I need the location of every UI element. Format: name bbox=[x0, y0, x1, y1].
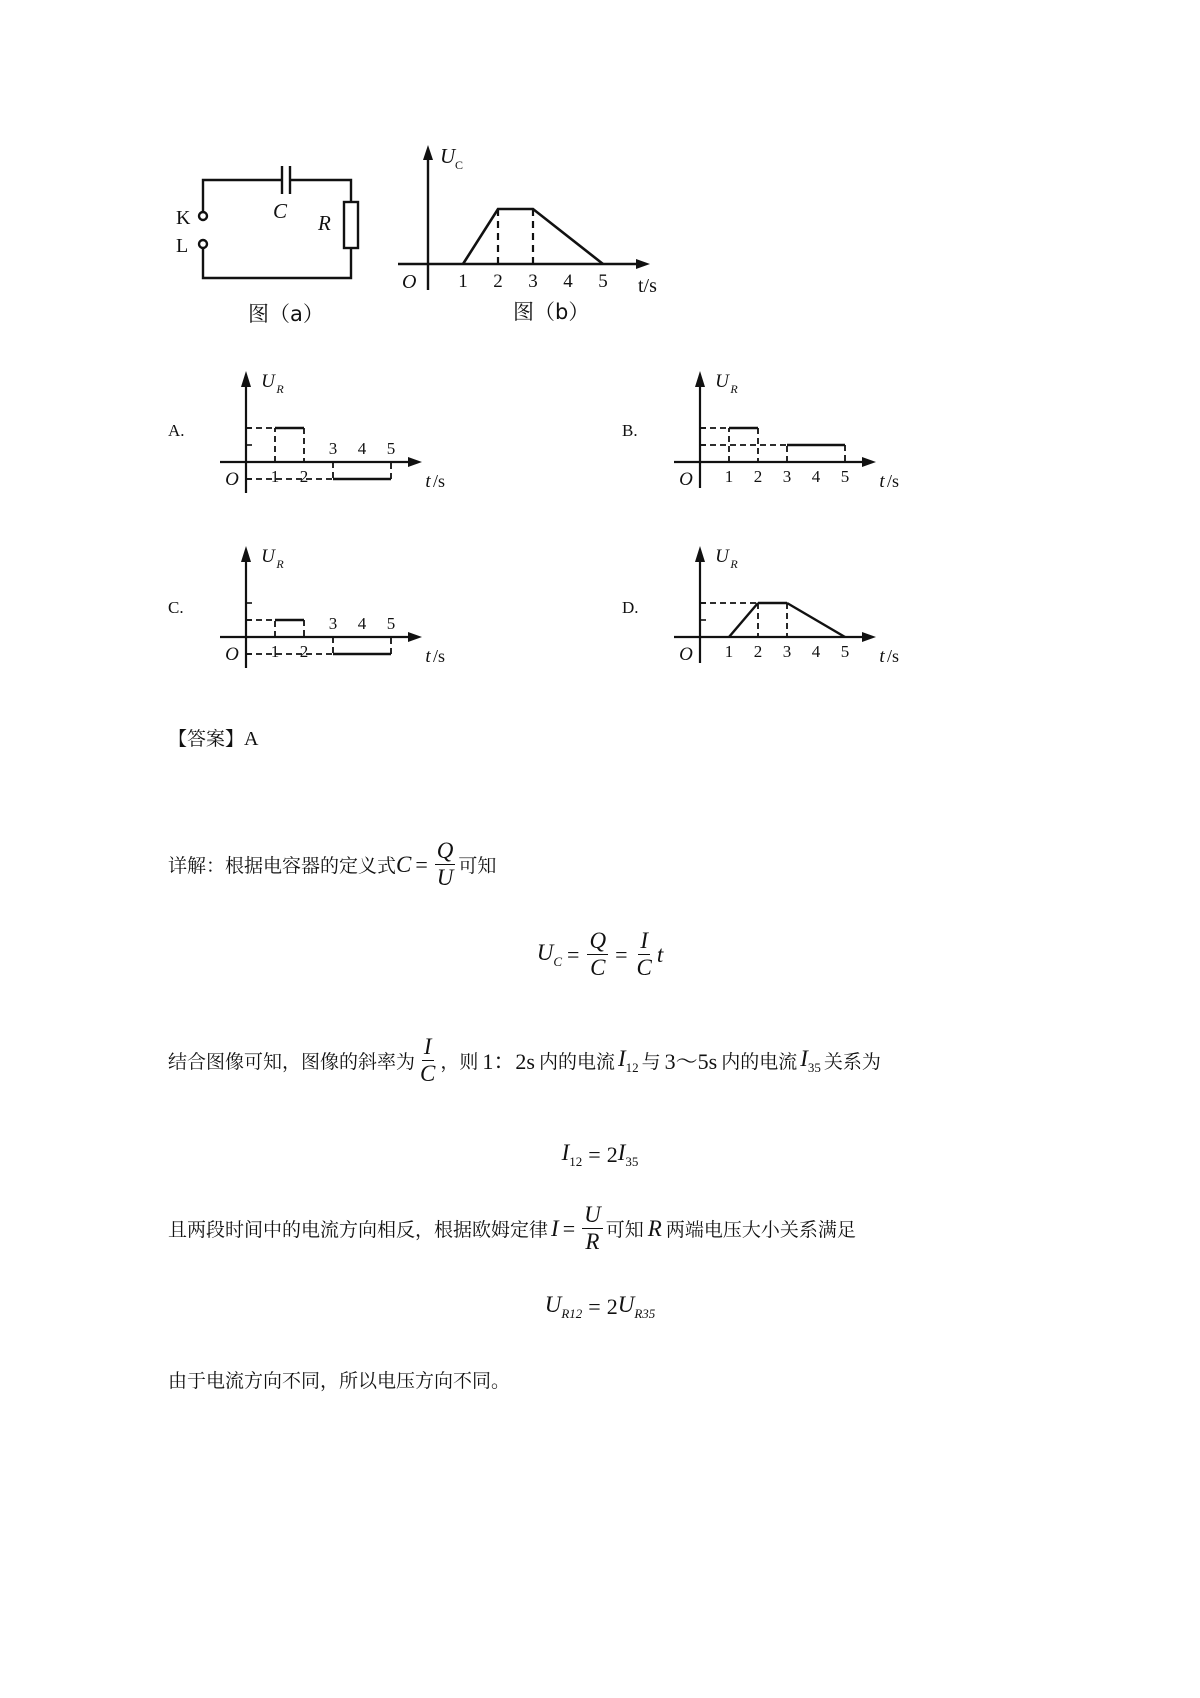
option-tick-2: 2 bbox=[753, 467, 763, 486]
option-x-label-unit: /s bbox=[432, 471, 446, 491]
option-a-letter[interactable]: A. bbox=[168, 421, 185, 440]
option-d-letter[interactable]: D. bbox=[622, 598, 639, 617]
p3-suffix: 两端电压大小关系满足 bbox=[665, 1219, 856, 1241]
equation-uc: $U_C$ = $\frac{Q}{C}$ = $\frac{I}{C}$ t bbox=[536, 928, 664, 980]
switch-l-label: L bbox=[176, 235, 189, 257]
figure-b-origin: O bbox=[402, 271, 417, 293]
option-tick-4: 4 bbox=[357, 614, 367, 633]
figure-b-caption: 图（b） bbox=[513, 300, 590, 324]
option-series-segment bbox=[729, 603, 758, 637]
p2-mid4: 内的电流 bbox=[721, 1051, 798, 1073]
option-y-arrow bbox=[241, 371, 251, 387]
resistor-label: R bbox=[318, 211, 331, 235]
p2-range1: 1：2s bbox=[482, 1049, 535, 1074]
option-a-chart[interactable] bbox=[210, 365, 450, 495]
figure-b-tick-3: 3 bbox=[528, 271, 538, 292]
option-origin: O bbox=[225, 644, 239, 665]
capacitor-label: C bbox=[273, 199, 288, 223]
option-x-arrow bbox=[408, 457, 422, 467]
figure-b-y-arrow bbox=[423, 145, 433, 160]
p2-suffix: 关系为 bbox=[823, 1051, 881, 1073]
option-x-arrow bbox=[862, 632, 876, 642]
p1-suffix: 可知 bbox=[458, 855, 497, 877]
option-tick-3: 3 bbox=[782, 467, 792, 486]
option-tick-3: 3 bbox=[328, 614, 338, 633]
answer-value: A bbox=[244, 728, 259, 750]
option-tick-2: 2 bbox=[753, 642, 763, 661]
option-tick-4: 4 bbox=[811, 642, 821, 661]
option-x-arrow bbox=[408, 632, 422, 642]
option-d-chart[interactable] bbox=[664, 540, 904, 670]
explanation-p2: 结合图像可知，图像的斜率为 $\frac{I}{C}$ ，则 1：2s 内的电流 $I_{12}$ 与 3～5s 内的电流 $I_{35}$ 关系为 bbox=[168, 1034, 881, 1086]
equation-i12: $I_{12}$ = 2 $I_{35}$ bbox=[561, 1140, 639, 1169]
option-tick-5: 5 bbox=[386, 439, 396, 458]
p1-prefix: 详解：根据电容器的定义式 bbox=[168, 855, 397, 877]
option-y-sub: R bbox=[730, 382, 738, 396]
explanation-p1: 详解：根据电容器的定义式 C = $\frac{Q}{U}$ 可知 bbox=[168, 838, 497, 890]
p2-range2: 3～5s bbox=[664, 1049, 718, 1074]
equation-ur: $U_{R12}$ = 2 $U_{R35}$ bbox=[544, 1292, 656, 1321]
option-y-label: U bbox=[715, 371, 729, 392]
option-tick-2: 2 bbox=[299, 467, 309, 486]
option-x-label-unit: /s bbox=[432, 646, 446, 666]
figure-b-tick-2: 2 bbox=[493, 271, 503, 292]
option-c-letter[interactable]: C. bbox=[168, 598, 184, 617]
option-tick-1: 1 bbox=[724, 467, 734, 486]
option-series-segment bbox=[787, 603, 845, 637]
switch-k-label: K bbox=[176, 207, 191, 229]
option-b-chart[interactable] bbox=[664, 365, 904, 495]
option-x-label-t: t bbox=[879, 646, 885, 667]
option-tick-4: 4 bbox=[357, 439, 367, 458]
p2-mid2: 内的电流 bbox=[538, 1051, 615, 1073]
option-y-label: U bbox=[715, 546, 729, 567]
option-tick-5: 5 bbox=[840, 467, 850, 486]
option-y-label: U bbox=[261, 546, 275, 567]
option-origin: O bbox=[679, 644, 693, 665]
frac-u-over-r: $\frac{U}{R}$ bbox=[584, 1202, 601, 1254]
option-y-sub: R bbox=[730, 557, 738, 571]
explanation-p3: 且两段时间中的电流方向相反，根据欧姆定律 I = $\frac{U}{R}$ 可知 R 两端电压大小关系满足 bbox=[168, 1202, 856, 1254]
option-x-label-t: t bbox=[425, 646, 431, 667]
option-x-arrow bbox=[862, 457, 876, 467]
option-origin: O bbox=[679, 469, 693, 490]
option-y-label: U bbox=[261, 371, 275, 392]
p2-prefix: 结合图像可知，图像的斜率为 bbox=[168, 1051, 416, 1073]
option-b-letter[interactable]: B. bbox=[622, 421, 638, 440]
option-tick-1: 1 bbox=[724, 642, 734, 661]
option-tick-2: 2 bbox=[299, 642, 309, 661]
option-x-label-t: t bbox=[425, 471, 431, 492]
p2-mid1: ，则 bbox=[440, 1051, 479, 1073]
figure-b-tick-4: 4 bbox=[563, 271, 573, 292]
frac-q-over-u: $\frac{Q}{U}$ bbox=[436, 838, 454, 890]
figure-b-x-label: t/s bbox=[638, 275, 657, 297]
figure-a-caption: 图（a） bbox=[248, 302, 324, 326]
explanation-p4: 由于电流方向不同，所以电压方向不同。 bbox=[168, 1370, 511, 1392]
option-y-arrow bbox=[695, 546, 705, 562]
formula-c: C bbox=[396, 851, 412, 877]
option-tick-3: 3 bbox=[782, 642, 792, 661]
option-y-arrow bbox=[695, 371, 705, 387]
option-tick-1: 1 bbox=[270, 467, 280, 486]
p3-mid: 可知 bbox=[605, 1219, 644, 1241]
option-tick-3: 3 bbox=[328, 439, 338, 458]
option-c-chart[interactable] bbox=[210, 540, 450, 685]
figure-b-x-arrow bbox=[636, 259, 650, 269]
option-y-sub: R bbox=[276, 382, 284, 396]
figure-b-y-label: U bbox=[440, 144, 456, 168]
figure-b-chart bbox=[392, 140, 682, 300]
figure-b-tick-1: 1 bbox=[458, 271, 468, 292]
p2-mid3: 与 bbox=[641, 1051, 661, 1073]
option-y-sub: R bbox=[276, 557, 284, 571]
option-x-label-unit: /s bbox=[886, 646, 900, 666]
figure-b-tick-5: 5 bbox=[598, 271, 608, 292]
option-origin: O bbox=[225, 469, 239, 490]
option-tick-5: 5 bbox=[386, 614, 396, 633]
option-y-arrow bbox=[241, 546, 251, 562]
frac-i-over-c: $\frac{I}{C}$ bbox=[420, 1034, 436, 1086]
figure-b-y-sub: C bbox=[455, 158, 464, 172]
option-tick-4: 4 bbox=[811, 467, 821, 486]
option-tick-1: 1 bbox=[270, 642, 280, 661]
answer-label: 【答案】 bbox=[168, 728, 245, 750]
option-x-label-t: t bbox=[879, 471, 885, 492]
answer-line bbox=[168, 724, 258, 751]
p3-prefix: 且两段时间中的电流方向相反，根据欧姆定律 bbox=[168, 1219, 549, 1241]
option-x-label-unit: /s bbox=[886, 471, 900, 491]
option-tick-5: 5 bbox=[840, 642, 850, 661]
